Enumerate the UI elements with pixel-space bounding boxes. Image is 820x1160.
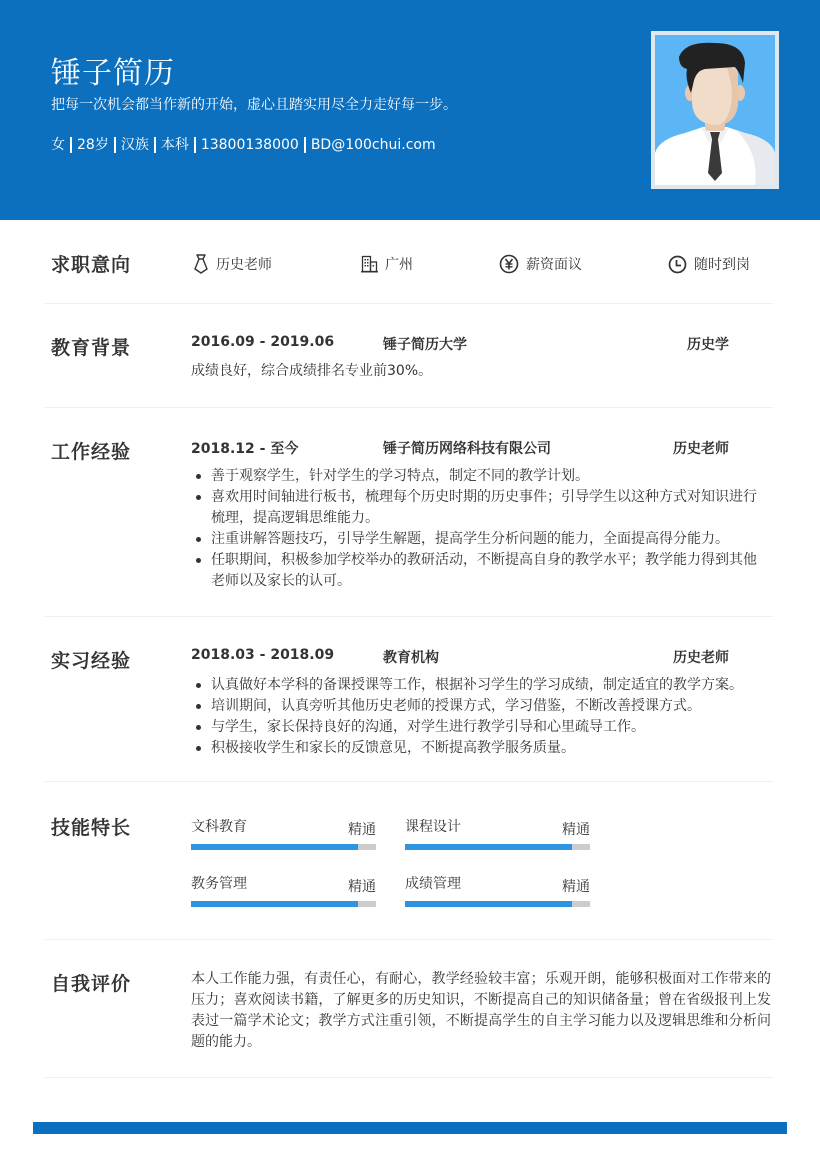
skill-name: 课程设计 [405,819,461,835]
self-evaluation-text: 本人工作能力强，有责任心，有耐心，教学经验较丰富；乐观开朗，能够积极面对工作带来的压力；喜欢阅读书籍，了解更多的历史知识，不断提高自己的知识储备量；曾在省级报刊上发表过一篇学术论文；教学方式注重引领，不断提高学生的自主学习能力以及逻辑思维和分析问题的能力。 [191,971,771,1050]
list-item: 善于观察学生，针对学生的学习特点，制定不同的教学计划。 [191,466,761,487]
skill-progress-fill [191,844,358,850]
work-period: 2018.12 - 至今 [191,441,299,457]
skill-level: 精通 [562,879,590,895]
avatar-photo [651,31,779,189]
list-item: 喜欢用时间轴进行板书，梳理每个历史时期的历史事件；引导学生以这种方式对知识进行梳理，提高逻辑思维能力。 [191,487,761,529]
list-item: 认真做好本学科的备课授课等工作，根据补习学生的学习成绩，制定适宜的教学方案。 [191,675,761,696]
info-degree: 本科 [160,137,189,153]
education-description: 成绩良好，综合成绩排名专业前30%。 [191,363,433,379]
section-title: 实习经验 [51,650,132,672]
info-separator [304,137,306,153]
info-age: 28岁 [77,137,109,153]
info-separator [70,137,72,153]
work-company: 锤子简历网络科技有限公司 [383,441,551,457]
internship-company: 教育机构 [383,650,439,666]
skill-progress-track [405,901,590,907]
list-item: 任职期间，积极参加学校举办的教研活动，不断提高自身的教学水平；教学能力得到其他老师以及家长的认可。 [191,550,761,592]
skill-item [405,816,590,856]
info-phone: 13800138000 [200,137,299,153]
yen-icon [499,254,519,274]
skill-level: 精通 [348,822,376,838]
intent-position-label: 历史老师 [216,257,272,273]
footer-accent-bar [33,1122,787,1134]
info-email: BD@100chui.com [310,137,436,153]
skill-name: 文科教育 [191,819,247,835]
intent-city [361,254,413,274]
section-internship [45,617,773,782]
list-item: 注重讲解答题技巧，引导学生解题，提高学生分析问题的能力，全面提高得分能力。 [191,529,761,550]
info-separator [114,137,116,153]
intent-city-label: 广州 [385,257,413,273]
tie-icon [193,254,209,274]
candidate-name: 锤子简历 [51,56,175,91]
info-separator [194,137,196,153]
candidate-motto: 把每一次机会都当作新的开始，虚心且踏实用尽全力走好每一步。 [51,97,457,113]
candidate-basic-info [51,135,436,155]
skill-progress-fill [191,901,358,907]
info-ethnicity: 汉族 [120,137,149,153]
section-title: 工作经验 [51,441,132,463]
avatar-illustration-icon [655,35,775,185]
section-title: 求职意向 [51,254,132,276]
skill-item [191,816,376,856]
list-item: 培训期间，认真旁听其他历史老师的授课方式，学习借鉴，不断改善授课方式。 [191,696,761,717]
education-period: 2016.09 - 2019.06 [191,334,335,350]
skill-item [191,873,376,913]
section-title: 自我评价 [51,973,132,995]
skill-progress-fill [405,901,572,907]
skill-progress-track [191,901,376,907]
list-item: 积极接收学生和家长的反馈意见，不断提高教学服务质量。 [191,738,761,759]
internship-duties-list [191,675,761,759]
list-item: 与学生，家长保持良好的沟通，对学生进行教学引导和心里疏导工作。 [191,717,761,738]
work-role: 历史老师 [673,441,729,457]
skill-level: 精通 [562,822,590,838]
work-duties-list [191,466,761,592]
section-self-evaluation [45,940,773,1078]
intent-position [193,254,272,274]
section-work-experience [45,408,773,617]
resume-header [0,0,820,220]
internship-period: 2018.03 - 2018.09 [191,647,335,663]
intent-availability [668,254,750,274]
intent-availability-label: 随时到岗 [694,257,750,273]
info-gender: 女 [51,137,65,153]
skill-level: 精通 [348,879,376,895]
info-separator [154,137,156,153]
education-school: 锤子简历大学 [383,337,467,353]
section-job-intent [45,232,773,304]
skill-item [405,873,590,913]
skill-name: 成绩管理 [405,876,461,892]
section-education [45,304,773,408]
skill-name: 教务管理 [191,876,247,892]
skill-progress-fill [405,844,572,850]
building-icon [361,255,378,273]
internship-role: 历史老师 [673,650,729,666]
clock-icon [668,255,687,274]
intent-salary [499,254,582,274]
education-major: 历史学 [687,337,729,353]
intent-salary-label: 薪资面议 [526,257,582,273]
section-skills [45,782,773,940]
section-title: 教育背景 [51,337,132,359]
skill-progress-track [405,844,590,850]
section-title: 技能特长 [51,817,132,839]
skill-progress-track [191,844,376,850]
